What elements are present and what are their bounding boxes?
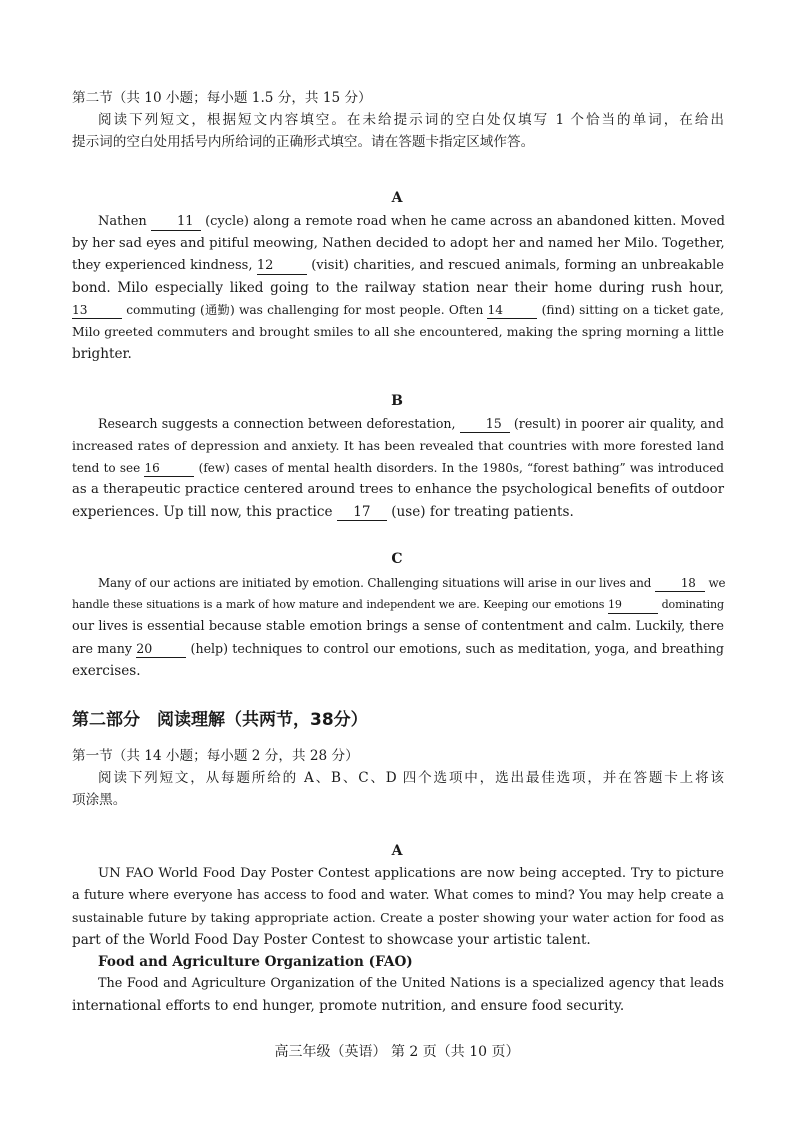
passage-b-line2: increased rates of depression and anxiety. It has been revealed that countries with more forested land xyxy=(72,438,724,453)
reading-a-subheading: Food and Agriculture Organization (FAO) xyxy=(98,954,413,970)
blank-19: 19 xyxy=(608,597,658,614)
blank-18: 18 xyxy=(655,575,705,592)
blank-12: 12 xyxy=(257,258,307,275)
reading-a-p1-line4: part of the World Food Day Poster Contest to showcase your artistic talent. xyxy=(72,932,591,948)
passage-b-line5: experiences. Up till now, this practice 17 (use) for treating patients. xyxy=(72,504,574,520)
blank-15: 15 xyxy=(460,416,510,433)
passage-a-line4: bond. Milo especially liked going to the railway station near their home during rush hour, xyxy=(72,280,724,296)
passage-a-line3: they experienced kindness, 12 (visit) charities, and rescued animals, forming an unbreakable xyxy=(72,258,724,273)
passage-a-line5: 13 commuting (通勤) was challenging for most people. Often 14 (find) sitting on a ticket gate, xyxy=(72,303,725,317)
passage-a-line6: Milo greeted commuters and brought smiles to all she encountered, making the spring morning a little xyxy=(72,324,724,339)
passage-a xyxy=(72,211,724,365)
passage-c xyxy=(72,572,724,682)
section1-instructions-line2: 项涂黑。 xyxy=(72,792,127,808)
blank-11: 11 xyxy=(151,214,201,231)
passage-c-line4: are many 20 (help) techniques to control our emotions, such as meditation, yoga, and breathing xyxy=(72,641,724,656)
blank-13: 13 xyxy=(72,302,122,319)
passage-b xyxy=(72,413,724,523)
section1-instructions-line1: 阅读下列短文，从每题所给的 A、B、C、D 四个选项中，选出最佳选项，并在答题卡上将该 xyxy=(98,770,724,786)
passage-b-line1: Research suggests a connection between deforestation, 15 (result) in poorer air quality, and xyxy=(98,416,724,431)
passage-a-letter: A xyxy=(391,190,403,206)
reading-a-p2-line1: The Food and Agriculture Organization of the United Nations is a specialized agency that leads xyxy=(98,976,724,991)
passage-a-line7: brighter. xyxy=(72,346,132,362)
section2-header: 第二节（共 10 小题；每小题 1.5 分，共 15 分） xyxy=(72,90,372,106)
passage-c-line5: exercises. xyxy=(72,663,141,679)
page-footer: 高三年级（英语） 第 2 页（共 10 页） xyxy=(274,1044,520,1060)
part2-title: 第二部分 阅读理解（共两节，38分） xyxy=(72,710,368,730)
section1-block xyxy=(72,745,724,811)
reading-a-letter: A xyxy=(391,843,403,859)
passage-a-line2: by her sad eyes and pitiful meowing, Nathen decided to adopt her and named her Milo. Together, xyxy=(72,236,725,251)
passage-c-line3: our lives is essential because stable emotion brings a sense of contentment and calm. Luckily, there xyxy=(72,619,724,634)
blank-16: 16 xyxy=(144,460,194,477)
reading-a xyxy=(72,863,724,1017)
passage-c-line2: handle these situations is a mark of how mature and independent we are. Keeping our emotions 19 dominating xyxy=(72,594,724,616)
reading-a-p1-line2: a future where everyone has access to food and water. What comes to mind? You may help create a xyxy=(72,888,724,903)
section2-instructions-line1: 阅读下列短文，根据短文内容填空。在未给提示词的空白处仅填写 1 个恰当的单词，在给出 xyxy=(98,112,724,128)
passage-c-letter: C xyxy=(391,551,403,567)
passage-b-line3: tend to see 16 (few) cases of mental health disorders. In the 1980s, “forest bathing” was introduced xyxy=(72,461,724,475)
passage-c-line1: Many of our actions are initiated by emotion. Challenging situations will arise in our lives and 18 we xyxy=(98,576,726,590)
passage-a-line1: Nathen 11 (cycle) along a remote road when he came across an abandoned kitten. Moved xyxy=(98,214,725,229)
section2-block xyxy=(72,87,724,153)
section2-instructions-line2: 提示词的空白处用括号内所给词的正确形式填空。请在答题卡指定区域作答。 xyxy=(72,134,535,150)
reading-a-p1-line1: UN FAO World Food Day Poster Contest applications are now being accepted. Try to picture xyxy=(98,866,724,881)
blank-20: 20 xyxy=(136,641,186,658)
passage-b-line4: as a therapeutic practice centered around trees to enhance the psychological benefits of outdoor xyxy=(72,482,724,497)
section1-header: 第一节（共 14 小题；每小题 2 分，共 28 分） xyxy=(72,748,359,764)
passage-b-letter: B xyxy=(391,393,403,409)
reading-a-p2-line2: international efforts to end hunger, promote nutrition, and ensure food security. xyxy=(72,998,625,1014)
blank-14: 14 xyxy=(487,302,537,319)
blank-17: 17 xyxy=(337,504,387,521)
reading-a-p1-line3: sustainable future by taking appropriate action. Create a poster showing your water action for food as xyxy=(72,910,724,925)
